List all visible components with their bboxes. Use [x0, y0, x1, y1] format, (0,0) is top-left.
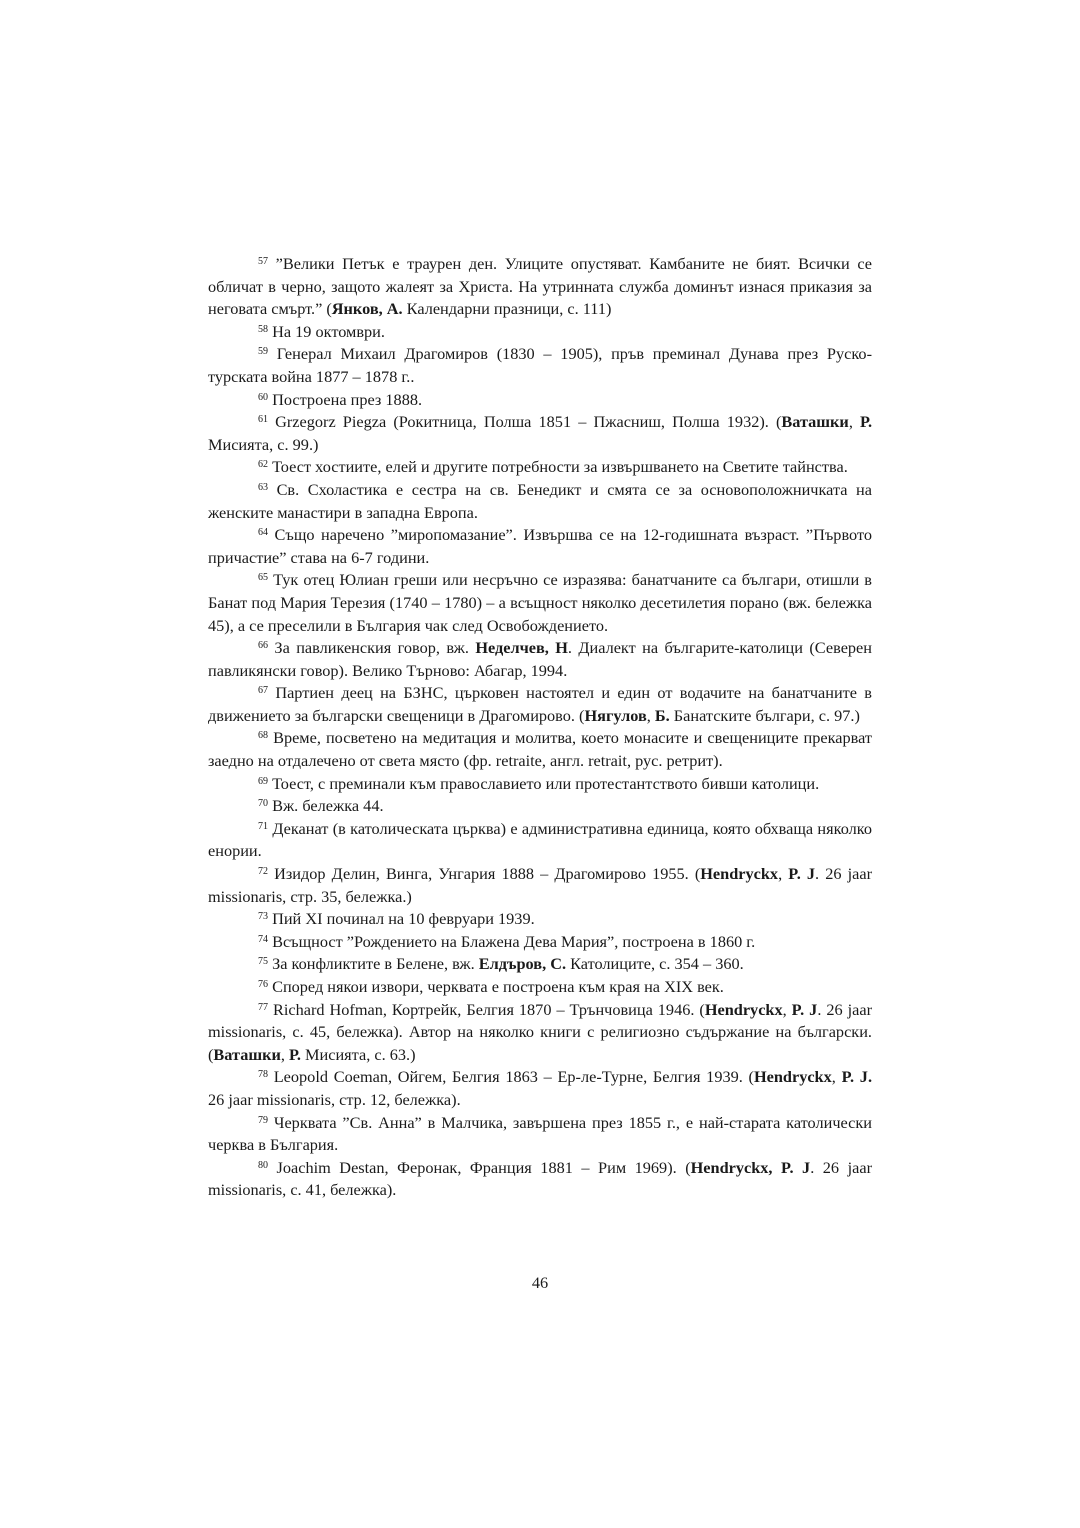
footnote-number: 67: [258, 685, 268, 697]
footnote-text: На 19 октомври.: [272, 321, 385, 341]
footnote-72: [208, 863, 872, 908]
footnote-bold-text: Ваташки: [781, 412, 849, 432]
footnote-text: Тук отец Юлиан греши или несръчно се изразява: банатчаните са българи, отишли в Банат под Мария Терезия (1740 – 1780) – а всъщност няколко десетилетия порано (вж. бележка 45), а се преселили в България чак след Освобождението.: [208, 570, 872, 635]
footnote-text: . Диалект на българите-католици (Северен павликянски говор). Велико Търново: Абагар, 1994.: [208, 638, 872, 680]
footnote-text: . 26 jaar missionaris, с. 41, бележка).: [208, 1157, 872, 1200]
footnote-number: 78: [258, 1069, 268, 1081]
footnote-60: [208, 389, 872, 412]
footnote-number: 62: [258, 459, 268, 471]
footnote-text: Деканат (в католическата църква) е административна единица, която обхваща няколко енории.: [208, 818, 872, 861]
footnote-bold-text: Елдъров, С.: [478, 954, 567, 974]
footnote-number: 80: [258, 1159, 268, 1171]
footnote-bold-text: Янков, А.: [331, 299, 403, 319]
footnote-bold-text: Нягулов: [584, 705, 647, 725]
footnote-text: Вж. бележка 44.: [272, 796, 384, 816]
footnote-number: 75: [258, 956, 268, 968]
footnote-text: ,: [831, 1067, 842, 1087]
footnote-text: Черквата ”Св. Анна” в Малчика, завършена през 1855 г., е най-старата католически черква в България.: [208, 1112, 872, 1155]
footnote-number: 72: [258, 866, 268, 878]
footnote-text: Време, посветено на медитация и молитва, което монасите и свещениците прекарват заедно на отдалечено от света място (фр. retraite, англ. retrait, рус. ретрит).: [208, 728, 872, 771]
footnote-text: Партиен деец на БЗНС, църковен настоятел и един от водачите на банатчаните в движението за български свещеници в Драгомирово. (: [208, 683, 872, 725]
page-number: 46: [531, 1273, 549, 1292]
footnote-text: Пий XI починал на 10 февруари 1939.: [272, 909, 535, 929]
footnote-bold-text: P. J.: [841, 1067, 873, 1087]
footnote-64: [208, 524, 872, 569]
footnote-76: [208, 976, 872, 999]
footnote-number: 73: [258, 911, 268, 923]
footnote-75: [208, 953, 872, 976]
footnote-bold-text: P. J: [791, 999, 818, 1019]
footnote-61: [208, 411, 872, 456]
footnote-text: За павликенския говор, вж.: [274, 638, 476, 658]
footnote-text: Всъщност ”Рождението на Блажена Дева Мария”, построена в 1860 г.: [272, 931, 756, 951]
footnote-text: Католиците, с. 354 – 360.: [566, 954, 744, 974]
footnote-text: Календарни празници, с. 111): [402, 299, 612, 319]
footnote-73: [208, 908, 872, 931]
footnote-63: [208, 479, 872, 524]
footnote-text: ,: [280, 1044, 289, 1064]
footnote-number: 59: [258, 346, 268, 358]
footnote-71: [208, 818, 872, 863]
footnote-65: [208, 569, 872, 637]
footnote-bold-text: Р.: [289, 1044, 301, 1064]
footnote-58: [208, 321, 872, 344]
footnote-78: [208, 1066, 872, 1111]
footnote-74: [208, 931, 872, 954]
footnote-text: Според някои извори, черквата е построена към края на XIX век.: [272, 977, 724, 996]
footnote-text: Grzegorz Piegza (Рокитница, Полша 1851 – Пжасниш, Полша 1932). (: [275, 412, 782, 432]
footnote-number: 70: [258, 798, 268, 810]
footnote-number: 66: [258, 640, 268, 652]
footnote-text: Изидор Делин, Винга, Унгария 1888 – Драгомирово 1955. (: [274, 864, 701, 884]
footnote-text: ,: [782, 999, 792, 1019]
footnote-bold-text: Ваташки: [213, 1044, 281, 1064]
footnote-79: [208, 1112, 872, 1157]
footnote-57: [208, 253, 872, 321]
footnote-text: ”Велики Петък е траурен ден. Улиците опустяват. Камбаните не бият. Всички се обличат в черно, защото жалеят за Христа. На утринната служба доминът изнася приказия за неговата смърт.” (: [208, 254, 872, 319]
footnote-70: [208, 795, 872, 818]
footnote-text: Richard Hofman, Кортрейк, Белгия 1870 – Трънчовица 1946. (: [272, 999, 705, 1019]
footnote-text: Мисията, с. 63.): [300, 1044, 416, 1064]
footnote-text: Построена през 1888.: [272, 389, 423, 409]
footnotes-block: [208, 253, 872, 1202]
footnote-text: ,: [778, 864, 789, 884]
footnote-number: 68: [258, 730, 268, 742]
footnote-text: 26 jaar missionaris, стр. 12, бележка).: [208, 1089, 461, 1109]
footnote-number: 63: [258, 481, 268, 493]
footnote-bold-text: Hendryckx: [704, 999, 783, 1019]
footnote-59: [208, 343, 872, 388]
footnote-66: [208, 637, 872, 682]
footnote-number: 60: [258, 391, 268, 403]
footnote-number: 61: [258, 414, 268, 426]
footnote-text: Joachim Destan, Феронак, Франция 1881 – Рим 1969). (: [276, 1157, 691, 1177]
footnote-number: 64: [258, 527, 268, 539]
footnote-number: 79: [258, 1114, 268, 1126]
footnote-80: [208, 1157, 872, 1202]
footnote-bold-text: Hendryckx: [753, 1067, 832, 1087]
footnote-number: 65: [258, 572, 268, 584]
footnote-text: ,: [646, 705, 655, 725]
footnote-69: [208, 773, 872, 796]
footnote-bold-text: Hendryckx, P. J: [690, 1157, 811, 1177]
footnote-number: 74: [258, 933, 268, 945]
footnote-number: 58: [258, 323, 268, 335]
footnote-text: . 26 jaar missionaris, с. 45, бележка). Автор на няколко книги с религиозно съдържание на български. (: [208, 999, 873, 1064]
footnote-text: Банатските българи, с. 97.): [669, 705, 860, 725]
footnote-number: 69: [258, 775, 268, 787]
footnote-text: ,: [848, 412, 861, 432]
footnote-text: Генерал Михаил Драгомиров (1830 – 1905), пръв преминал Дунава през Руско-турската война 1877 – 1878 г..: [208, 344, 872, 386]
footnote-text: Тоест хостиите, елей и другите потребности за извършването на Светите тайнства.: [272, 457, 848, 477]
footnote-77: [208, 999, 872, 1067]
footnote-68: [208, 727, 872, 772]
footnote-text: . 26 jaar missionaris, стр. 35, бележка.): [208, 864, 872, 906]
footnote-bold-text: Р.: [860, 412, 873, 432]
footnote-number: 77: [258, 1001, 268, 1013]
footnote-text: Св. Схоластика е сестра на св. Бенедикт и смята се за основоположничката на женските манастири в западна Европа.: [208, 479, 872, 522]
footnote-text: За конфликтите в Белене, вж.: [272, 954, 479, 974]
footnote-number: 71: [258, 820, 268, 832]
footnote-bold-text: Hendryckx: [700, 864, 779, 884]
footnote-62: [208, 456, 872, 479]
footnote-text: Също наречено ”миропомазание”. Извършва се на 12-годишната възраст. ”Първото причастие” става на 6-7 години.: [208, 525, 872, 567]
footnote-bold-text: Неделчев, Н: [475, 638, 568, 658]
footnote-text: Тоест, с преминали към православието или протестантството бивши католици.: [272, 773, 820, 793]
footnote-bold-text: Б.: [654, 705, 670, 725]
footnote-bold-text: P. J: [788, 864, 816, 884]
footnote-67: [208, 682, 872, 727]
footnote-text: Leopold Coeman, Ойгем, Белгия 1863 – Ер-ле-Турне, Белгия 1939. (: [273, 1067, 754, 1087]
footnote-number: 57: [258, 256, 268, 267]
footnote-number: 76: [258, 979, 268, 990]
footnote-text: Мисията, с. 99.): [208, 434, 319, 454]
